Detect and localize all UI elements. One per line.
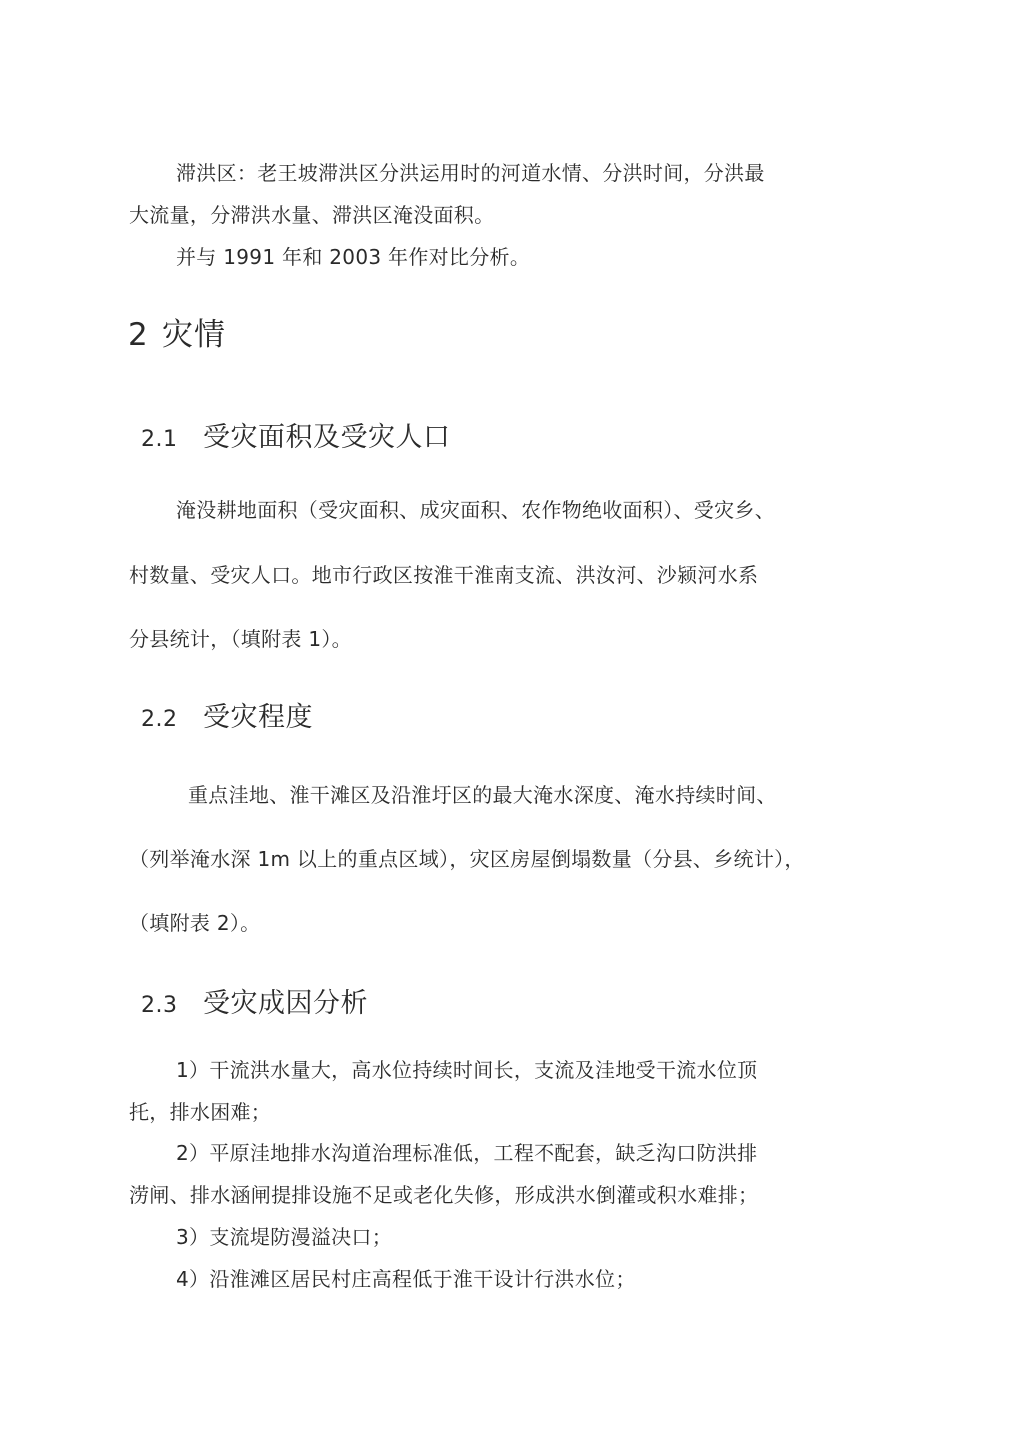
intro-line-1: 滞洪区：老王坡滞洪区分洪运用时的河道水情、分洪时间，分洪最 xyxy=(176,161,765,185)
section-2-3-line-5: 3）支流堤防漫溢决口； xyxy=(176,1225,393,1249)
section-2-1-line-1: 淹没耕地面积（受灾面积、成灾面积、农作物绝收面积）、受灾乡、 xyxy=(176,498,775,522)
chapter-number: 2 xyxy=(128,317,149,353)
section-number: 2.3 xyxy=(141,993,178,1018)
section-heading-2-2 xyxy=(141,700,313,738)
section-title: 受灾程度 xyxy=(203,702,313,733)
section-2-2-line-1: 重点洼地、淮干滩区及沿淮圩区的最大淹水深度、淹水持续时间、 xyxy=(188,783,777,807)
section-2-3-line-3: 2）平原洼地排水沟道治理标准低，工程不配套，缺乏沟口防洪排 xyxy=(176,1141,758,1165)
section-2-3-line-4: 涝闸、排水涵闸提排设施不足或老化失修，形成洪水倒灌或积水难排； xyxy=(129,1183,759,1207)
section-2-3-line-1: 1）干流洪水量大，高水位持续时间长，支流及洼地受干流水位顶 xyxy=(176,1058,758,1082)
section-2-1-line-3: 分县统计，（填附表 1）。 xyxy=(129,627,352,651)
section-2-3-line-6: 4）沿淮滩区居民村庄高程低于淮干设计行洪水位； xyxy=(176,1267,636,1291)
section-number: 2.1 xyxy=(141,427,178,452)
section-heading-2-3 xyxy=(141,986,368,1024)
intro-line-3: 并与 1991 年和 2003 年作对比分析。 xyxy=(176,245,531,269)
section-title: 受灾成因分析 xyxy=(203,988,368,1019)
section-number: 2.2 xyxy=(141,707,178,732)
chapter-heading xyxy=(128,315,226,355)
section-title: 受灾面积及受灾人口 xyxy=(203,422,451,453)
section-2-2-line-2: （列举淹水深 1m 以上的重点区域），灾区房屋倒塌数量（分县、乡统计）， xyxy=(129,847,805,871)
section-heading-2-1 xyxy=(141,420,451,458)
section-2-3-line-2: 托，排水困难； xyxy=(129,1100,272,1124)
chapter-title: 灾情 xyxy=(162,317,226,353)
section-2-2-line-3: （填附表 2）。 xyxy=(129,911,261,935)
intro-line-2: 大流量，分滞洪水量、滞洪区淹没面积。 xyxy=(129,203,495,227)
section-2-1-line-2: 村数量、受灾人口。地市行政区按淮干淮南支流、洪汝河、沙颍河水系 xyxy=(129,563,759,587)
